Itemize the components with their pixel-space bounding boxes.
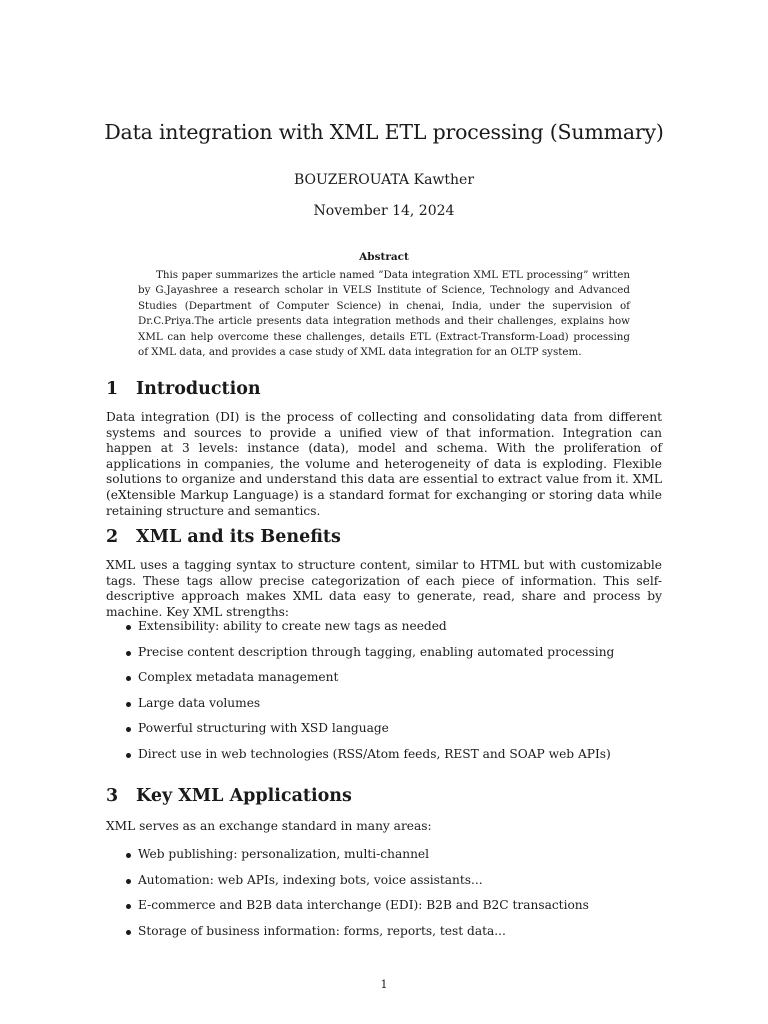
section-heading-xml-benefits [106,525,666,549]
section-paragraph: XML serves as an exchange standard in many areas: [106,819,432,833]
list-item: Precise content description through tagging, enabling automated processing [106,645,662,671]
list-item: E-commerce and B2B data interchange (EDI): B2B and B2C transactions [106,898,662,924]
abstract-body: This paper summarizes the article named ”Data integration XML ETL processing” written by G.Jayashree a research scholar in VELS Institute of Science, Technology and Advanced Studies (Department of Computer Science) in chenai, India, under the supervision of Dr.C.Priya.The article presents data integration methods and their challenges, explains how XML can help overcome these challenges, details ETL (Extract-Transform-Load) processing of XML data, and provides a case study of XML data integration for an OLTP system. [138,269,630,359]
section-number: 1 [106,379,119,399]
bullet-icon [126,904,131,909]
bullet-icon [126,651,131,656]
bullet-icon [126,676,131,681]
list-item: Large data volumes [106,696,662,722]
applications-list [106,847,662,949]
paper-title: Data integration with XML ETL processing (Summary) [104,120,664,144]
section-title: Introduction [136,379,261,399]
abstract-heading: Abstract [359,251,409,263]
bullet-icon [126,702,131,707]
section-title: XML and its Benefits [136,527,341,547]
section-number: 2 [106,527,119,547]
bullet-icon [126,625,131,630]
publication-date: November 14, 2024 [313,203,455,219]
section-title: Key XML Applications [136,786,352,806]
bullet-icon [126,853,131,858]
benefits-list [106,619,662,772]
section-paragraph: Data integration (DI) is the process of collecting and consolidating data from different systems and sources to provide a unified view of that information. Integration can happen at 3 levels: instance (data), model and schema. With the proliferation of applications in companies, the volume and heterogeneity of data is exploding. Flexible solutions to organize and understand this data are essential to extract value from it. XML (eXtensible Markup Language) is a standard format for exchanging or storing data while retaining structure and semantics. [106,410,662,518]
list-item: Direct use in web technologies (RSS/Atom feeds, REST and SOAP web APIs) [106,747,662,773]
section-number: 3 [106,786,119,806]
page-number: 1 [380,978,388,991]
section-paragraph: XML uses a tagging syntax to structure content, similar to HTML but with customizable tags. These tags allow precise categorization of each piece of information. This self-descriptive approach makes XML data easy to generate, read, share and process by machine. Key XML strengths: [106,558,662,619]
list-item: Automation: web APIs, indexing bots, voice assistants... [106,873,662,899]
list-item: Extensibility: ability to create new tags as needed [106,619,662,645]
bullet-icon [126,930,131,935]
section-heading-introduction [106,377,666,401]
list-item: Web publishing: personalization, multi-channel [106,847,662,873]
list-item: Storage of business information: forms, reports, test data... [106,924,662,950]
author-name: BOUZEROUATA Kawther [293,172,475,188]
list-item: Powerful structuring with XSD language [106,721,662,747]
section-heading-key-applications [106,784,666,808]
list-item: Complex metadata management [106,670,662,696]
bullet-icon [126,727,131,732]
bullet-icon [126,753,131,758]
bullet-icon [126,879,131,884]
